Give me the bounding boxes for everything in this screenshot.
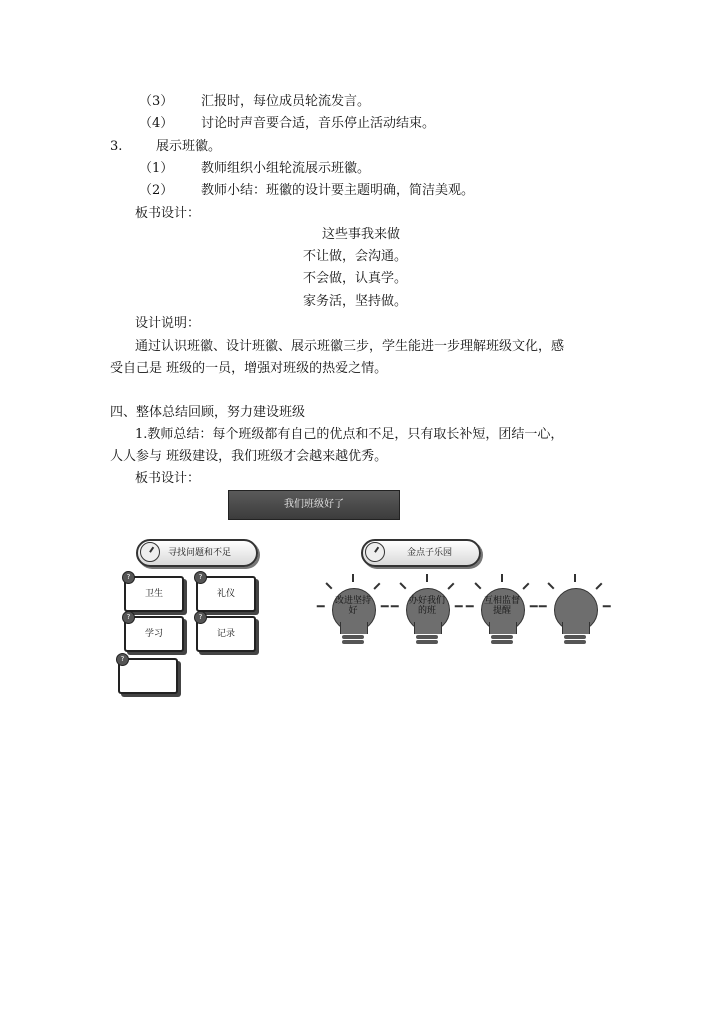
bulb-label: 办好我们的班	[408, 596, 445, 616]
left-heading-pill	[136, 539, 258, 567]
item-text: 展示班徽。	[156, 139, 222, 154]
item-text: 教师组织小组轮流展示班徽。	[201, 161, 371, 176]
section-heading: 四、整体总结回顾，努力建设班级	[110, 405, 306, 420]
design-note-label: 设计说明：	[135, 316, 201, 331]
card-label: 记录	[216, 629, 235, 639]
list-item	[139, 94, 370, 110]
list-item	[139, 183, 474, 199]
pin-icon: ?	[194, 571, 207, 584]
poem-title: 这些事我来做	[321, 227, 400, 242]
item-number: （2）	[139, 183, 174, 198]
pill-label: 寻找问题和不足	[168, 548, 232, 558]
card-label: 卫生	[144, 589, 163, 599]
item-text: 教师小结：班徽的设计要主题明确，简洁美观。	[201, 183, 475, 198]
paragraph-line: 人人参与 班级建设，我们班级才会越来越优秀。	[110, 449, 388, 464]
bulb-label: 改进坚持好	[334, 596, 371, 616]
item-number: （1）	[139, 161, 174, 176]
pin-icon: ?	[116, 653, 129, 666]
idea-bulb	[467, 574, 537, 654]
board-banner: 我们班级好了	[228, 490, 400, 520]
magnifier-icon	[140, 542, 160, 562]
poem-line: 不让做，会沟通。	[302, 249, 407, 264]
paragraph-line: 1.教师总结：每个班级都有自己的优点和不足，只有取长补短，团结一心，	[135, 427, 564, 442]
bulb-label: 互相监督提醒	[483, 596, 520, 616]
list-item	[110, 139, 221, 155]
poem-line: 不会做，认真学。	[302, 271, 407, 286]
poem-line: 家务活，坚持做。	[302, 294, 407, 309]
paragraph-line: 受自己是 班级的一员，增强对班级的热爱之情。	[110, 361, 388, 376]
problem-card	[196, 613, 256, 652]
idea-bulb	[318, 574, 388, 654]
problem-card	[124, 613, 184, 652]
pin-icon: ?	[194, 611, 207, 624]
problem-card	[118, 655, 178, 694]
board-design-label: 板书设计：	[135, 471, 201, 486]
pill-label: 金点子乐园	[407, 548, 453, 558]
list-item	[139, 116, 435, 132]
item-number: （4）	[139, 116, 174, 131]
list-item	[139, 161, 370, 177]
problem-card	[196, 573, 256, 612]
right-heading-pill	[361, 539, 481, 567]
item-number: 3.	[110, 139, 123, 154]
idea-bulb	[540, 574, 610, 654]
pin-icon: ?	[122, 611, 135, 624]
item-text: 讨论时声音要合适，音乐停止活动结束。	[201, 116, 436, 131]
item-text: 汇报时，每位成员轮流发言。	[201, 94, 371, 109]
board-design-label: 板书设计：	[135, 206, 201, 221]
card-label: 学习	[144, 629, 163, 639]
paragraph-line: 通过认识班徽、设计班徽、展示班徽三步，学生能进一步理解班级文化，感	[135, 339, 565, 354]
magnifier-icon	[365, 542, 385, 562]
item-number: （3）	[139, 94, 174, 109]
pin-icon: ?	[122, 571, 135, 584]
idea-bulb	[392, 574, 462, 654]
problem-card	[124, 573, 184, 612]
card-label: 礼仪	[216, 589, 235, 599]
